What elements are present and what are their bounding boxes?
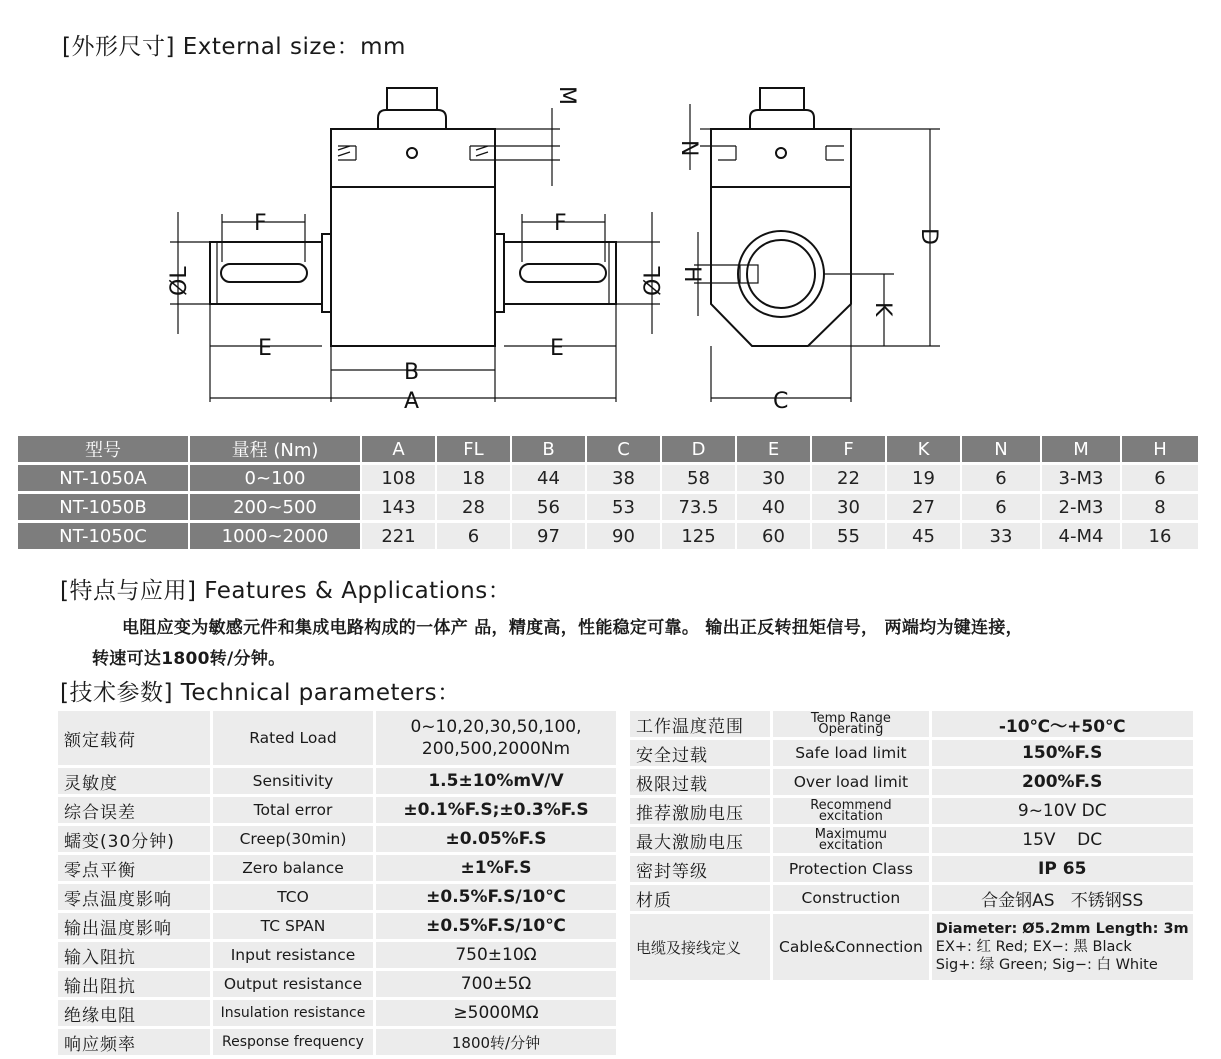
param-cn: 响应频率 — [58, 1029, 213, 1055]
label-l-right: ØL — [641, 266, 666, 296]
param-en: TCO — [213, 884, 376, 910]
param-value: ≥5000MΩ — [376, 1000, 619, 1026]
cell: 90 — [587, 523, 662, 549]
param-value: Diameter: Ø5.2mm Length: 3m — [935, 921, 1189, 937]
param-value: EX+: 红 Red; EX−: 黑 Black — [935, 939, 1132, 955]
param-value: 0~10,20,30,50,100, — [410, 717, 582, 737]
cell: 73.5 — [662, 494, 737, 520]
param-value: ±0.5%F.S/10℃ — [376, 913, 619, 939]
param-value: ±1%F.S — [376, 855, 619, 881]
cell: 16 — [1122, 523, 1200, 549]
param-value: 15V DC — [932, 827, 1196, 853]
col-header: 型号 — [18, 436, 190, 462]
param-value: 合金钢AS 不锈钢SS — [932, 885, 1196, 911]
params-left-table — [58, 708, 619, 1058]
param-en: Safe load limit — [773, 740, 932, 766]
param-row — [58, 913, 619, 939]
cell: 18 — [437, 465, 512, 491]
param-en: excitation — [818, 809, 883, 824]
label-n: N — [676, 140, 701, 157]
param-en: excitation — [818, 838, 883, 853]
label-c: C — [773, 389, 789, 414]
param-value: IP 65 — [932, 856, 1196, 882]
param-en: Sensitivity — [213, 768, 376, 794]
param-en: Zero balance — [213, 855, 376, 881]
param-row — [58, 1029, 619, 1055]
param-en: Rated Load — [213, 711, 376, 765]
cell: 60 — [737, 523, 812, 549]
param-row — [630, 740, 1196, 766]
param-en: Operating — [818, 722, 884, 737]
param-row — [58, 971, 619, 997]
param-value: ±0.05%F.S — [376, 826, 619, 852]
param-cn: 综合误差 — [58, 797, 213, 823]
col-header: D — [662, 436, 737, 462]
param-en: Output resistance — [213, 971, 376, 997]
label-a: A — [404, 389, 420, 414]
param-row — [630, 914, 1196, 980]
col-header: F — [812, 436, 887, 462]
cell: 143 — [362, 494, 437, 520]
param-cn: 蠕变(30分钟) — [58, 826, 213, 852]
param-cn: 输出温度影响 — [58, 913, 213, 939]
label-b: B — [404, 360, 420, 385]
cell: 55 — [812, 523, 887, 549]
cell: 125 — [662, 523, 737, 549]
cell: 6 — [437, 523, 512, 549]
param-cn: 密封等级 — [630, 856, 773, 882]
param-cn: 推荐激励电压 — [630, 798, 773, 824]
param-cn: 电缆及接线定义 — [630, 914, 773, 980]
label-e-left: E — [258, 336, 272, 361]
col-header: 量程 (Nm) — [190, 436, 362, 462]
param-row — [58, 855, 619, 881]
features-title: [特点与应用] Features & Applications： — [60, 578, 512, 604]
cell: 6 — [1122, 465, 1200, 491]
cell: 44 — [512, 465, 587, 491]
param-en: Recommend — [810, 798, 892, 813]
param-row — [630, 885, 1196, 911]
cell: 6 — [962, 465, 1042, 491]
param-cn: 额定载荷 — [58, 711, 213, 765]
label-e-right: E — [550, 336, 564, 361]
cell: 33 — [962, 523, 1042, 549]
col-header: FL — [437, 436, 512, 462]
cell: NT-1050A — [18, 465, 190, 491]
cell: NT-1050C — [18, 523, 190, 549]
param-row — [58, 942, 619, 968]
cell: 19 — [887, 465, 962, 491]
param-value: ±0.5%F.S/10℃ — [376, 884, 619, 910]
cell: 221 — [362, 523, 437, 549]
param-row — [58, 768, 619, 794]
cell: 27 — [887, 494, 962, 520]
param-cn: 输出阻抗 — [58, 971, 213, 997]
cell: 28 — [437, 494, 512, 520]
param-en: Response frequency — [213, 1029, 376, 1055]
label-f-right: F — [554, 211, 567, 236]
label-d: D — [916, 228, 941, 245]
features-line-1: 电阻应变为敏感元件和集成电路构成的一体产 品，精度高，性能稳定可靠。 输出正反转扭矩信号， 两端均为键连接， — [122, 618, 1023, 638]
cell: 2-M3 — [1042, 494, 1122, 520]
param-en: Creep(30min) — [213, 826, 376, 852]
param-cn: 安全过载 — [630, 740, 773, 766]
label-h: H — [679, 266, 704, 283]
cell: 30 — [737, 465, 812, 491]
col-header: B — [512, 436, 587, 462]
table-row — [18, 494, 1200, 520]
param-en: Temp Range — [810, 711, 891, 726]
param-en: TC SPAN — [213, 913, 376, 939]
param-en: Cable&Connection — [773, 914, 932, 980]
param-row — [630, 856, 1196, 882]
param-cn: 输入阻抗 — [58, 942, 213, 968]
col-header: A — [362, 436, 437, 462]
col-header: H — [1122, 436, 1200, 462]
label-f-left: F — [254, 211, 267, 236]
label-m: M — [554, 86, 579, 105]
param-en: Input resistance — [213, 942, 376, 968]
dimensions-table — [18, 433, 1200, 552]
params-right-table — [630, 708, 1196, 983]
table-row — [18, 523, 1200, 549]
cell: 53 — [587, 494, 662, 520]
param-en: Over load limit — [773, 769, 932, 795]
param-value: 750±10Ω — [376, 942, 619, 968]
cell: 58 — [662, 465, 737, 491]
side-view — [690, 88, 940, 402]
cell: 38 — [587, 465, 662, 491]
param-cn: 最大激励电压 — [630, 827, 773, 853]
external-size-title: [外形尺寸] External size：mm — [62, 34, 406, 60]
param-cn: 极限过载 — [630, 769, 773, 795]
param-cn: 工作温度范围 — [630, 711, 773, 737]
param-row — [58, 884, 619, 910]
param-en: Protection Class — [773, 856, 932, 882]
param-row — [630, 769, 1196, 795]
table-row — [18, 465, 1200, 491]
col-header: N — [962, 436, 1042, 462]
param-value: 9~10V DC — [932, 798, 1196, 824]
param-cn: 零点平衡 — [58, 855, 213, 881]
cell: 3-M3 — [1042, 465, 1122, 491]
param-value: 150%F.S — [932, 740, 1196, 766]
cell: 45 — [887, 523, 962, 549]
dimensions-header-row — [18, 436, 1200, 462]
param-value: 200,500,2000Nm — [421, 739, 571, 759]
param-en: Construction — [773, 885, 932, 911]
cell: 0~100 — [190, 465, 362, 491]
col-header: K — [887, 436, 962, 462]
param-value: ±0.1%F.S;±0.3%F.S — [376, 797, 619, 823]
param-value: 1800转/分钟 — [376, 1029, 619, 1055]
front-view — [170, 88, 660, 402]
cell: 40 — [737, 494, 812, 520]
features-line-2: 转速可达1800转/分钟。 — [92, 649, 286, 669]
param-cn: 绝缘电阻 — [58, 1000, 213, 1026]
cell: 30 — [812, 494, 887, 520]
param-cn: 材质 — [630, 885, 773, 911]
param-cn: 灵敏度 — [58, 768, 213, 794]
label-l-left: ØL — [167, 266, 192, 296]
cell: 6 — [962, 494, 1042, 520]
param-row — [58, 711, 619, 765]
col-header: M — [1042, 436, 1122, 462]
param-value: 700±5Ω — [376, 971, 619, 997]
param-row — [58, 797, 619, 823]
param-row — [58, 1000, 619, 1026]
cell: 56 — [512, 494, 587, 520]
cell: 8 — [1122, 494, 1200, 520]
dimension-drawing — [0, 0, 1221, 420]
param-row — [630, 711, 1196, 737]
cell: 22 — [812, 465, 887, 491]
param-row — [630, 827, 1196, 853]
param-row — [630, 798, 1196, 824]
col-header: E — [737, 436, 812, 462]
cell: NT-1050B — [18, 494, 190, 520]
col-header: C — [587, 436, 662, 462]
cell: 108 — [362, 465, 437, 491]
param-value: Sig+: 绿 Green; Sig−: 白 White — [935, 957, 1158, 973]
param-value: -10℃～+50℃ — [932, 711, 1196, 737]
param-en: Insulation resistance — [213, 1000, 376, 1026]
cell: 1000~2000 — [190, 523, 362, 549]
param-cn: 零点温度影响 — [58, 884, 213, 910]
param-value: 200%F.S — [932, 769, 1196, 795]
label-k: K — [870, 302, 895, 317]
cell: 4-M4 — [1042, 523, 1122, 549]
technical-title: [技术参数] Technical parameters： — [60, 680, 461, 706]
param-value: 1.5±10%mV/V — [376, 768, 619, 794]
cell: 97 — [512, 523, 587, 549]
param-en: Total error — [213, 797, 376, 823]
param-row — [58, 826, 619, 852]
param-en: Maximumu — [814, 827, 888, 842]
cell: 200~500 — [190, 494, 362, 520]
